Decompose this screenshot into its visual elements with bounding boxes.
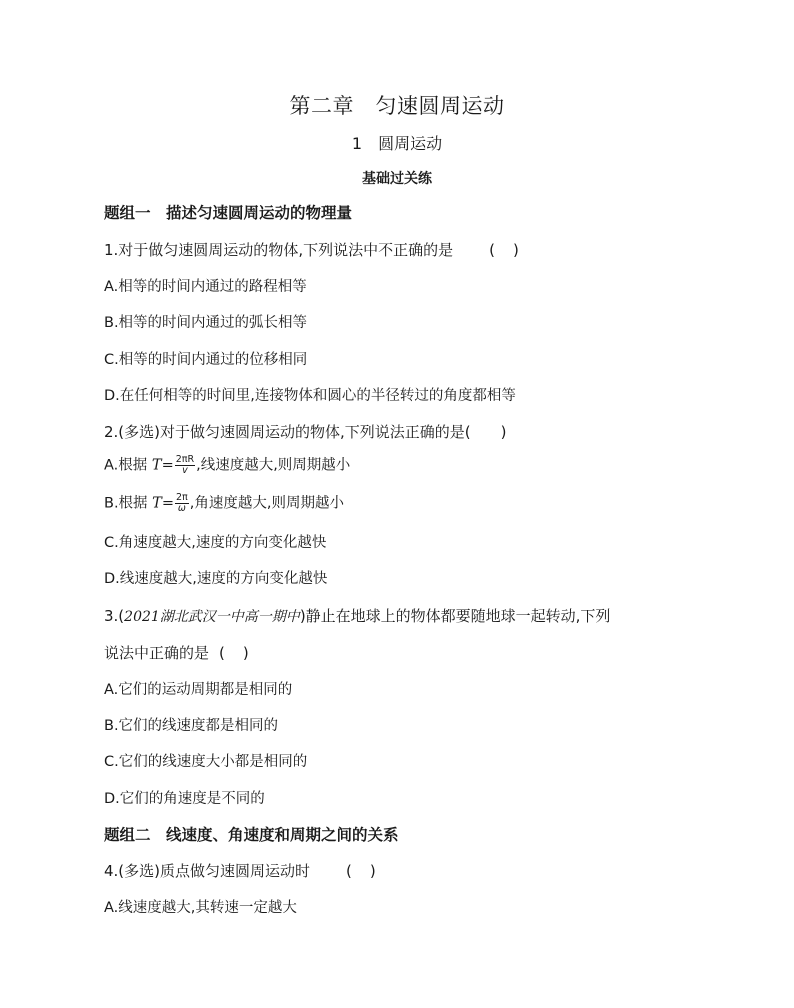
question-3-option-c: C.它们的线速度大小都是相同的: [104, 754, 308, 770]
question-2-option-c: C.角速度越大,速度的方向变化越快: [104, 535, 327, 551]
question-1-option-b: B.相等的时间内通过的弧长相等: [104, 315, 308, 331]
question-4-text: 4.(多选)质点做匀速圆周运动时: [104, 862, 311, 880]
question-1-text: 1.对于做匀速圆周运动的物体,下列说法中不正确的是: [104, 241, 454, 259]
question-1-option-a: A.相等的时间内通过的路程相等: [104, 279, 307, 295]
formula-a-equals: =: [161, 457, 174, 474]
question-3-source: 2021湖北武汉一中高一期中: [124, 609, 300, 625]
question-2-option-b: [104, 493, 344, 514]
question-3-text-2: 说法中正确的是: [104, 644, 210, 662]
question-1-option-c: C.相等的时间内通过的位移相同: [104, 352, 308, 368]
question-2-stem: [104, 422, 507, 442]
formula-a-numerator: 2πR: [175, 454, 195, 465]
section-title: 1 圆周运动: [351, 134, 443, 153]
option-a-prefix: A.根据: [104, 457, 152, 474]
question-2-text: 2.(多选)对于做匀速圆周运动的物体,下列说法正确的是(: [104, 423, 471, 441]
question-3-stem-line-1: [104, 606, 610, 627]
answer-blank-2-close: ): [500, 423, 507, 441]
question-2-option-d: D.线速度越大,速度的方向变化越快: [104, 571, 328, 587]
option-b-suffix: ,角速度越大,则周期越小: [189, 495, 344, 512]
question-3-option-a: A.它们的运动周期都是相同的: [104, 682, 293, 698]
question-3-text: )静止在地球上的物体都要随地球一起转动,下列: [299, 607, 611, 625]
question-3-number: 3.(: [104, 607, 125, 625]
question-3-option-d: D.它们的角速度是不同的: [104, 791, 265, 807]
formula-b-numerator: 2π: [176, 492, 188, 503]
formula-a-fraction: [175, 455, 195, 476]
option-a-suffix: ,线速度越大,则周期越小: [196, 457, 351, 474]
question-2-option-a: [104, 455, 350, 476]
formula-b-fraction: [175, 493, 189, 514]
group-heading-1: 题组一 描述匀速圆周运动的物理量: [104, 204, 353, 222]
answer-blank-1: (): [489, 241, 537, 259]
formula-a-variable: T: [151, 457, 162, 474]
question-4-stem: [104, 861, 394, 881]
formula-b-equals: =: [161, 495, 174, 512]
group-heading-2: 题组二 线速度、角速度和周期之间的关系: [104, 826, 399, 844]
question-4-option-a: A.线速度越大,其转速一定越大: [104, 900, 297, 916]
answer-blank-3: (): [219, 644, 267, 662]
option-b-prefix: B.根据: [104, 495, 153, 512]
chapter-title: 第二章 匀速圆周运动: [289, 94, 505, 118]
question-3-stem-line-2: [104, 643, 267, 663]
answer-blank-4: (): [346, 862, 394, 880]
formula-b-denominator: ω: [177, 503, 186, 514]
question-3-option-b: B.它们的线速度都是相同的: [104, 718, 279, 734]
formula-b-variable: T: [152, 495, 162, 512]
exercise-subtitle: 基础过关练: [362, 171, 432, 187]
question-1-stem: [104, 240, 537, 260]
question-1-option-d: D.在任何相等的时间里,连接物体和圆心的半径转过的角度都相等: [104, 388, 516, 404]
formula-a-denominator: v: [182, 465, 188, 476]
